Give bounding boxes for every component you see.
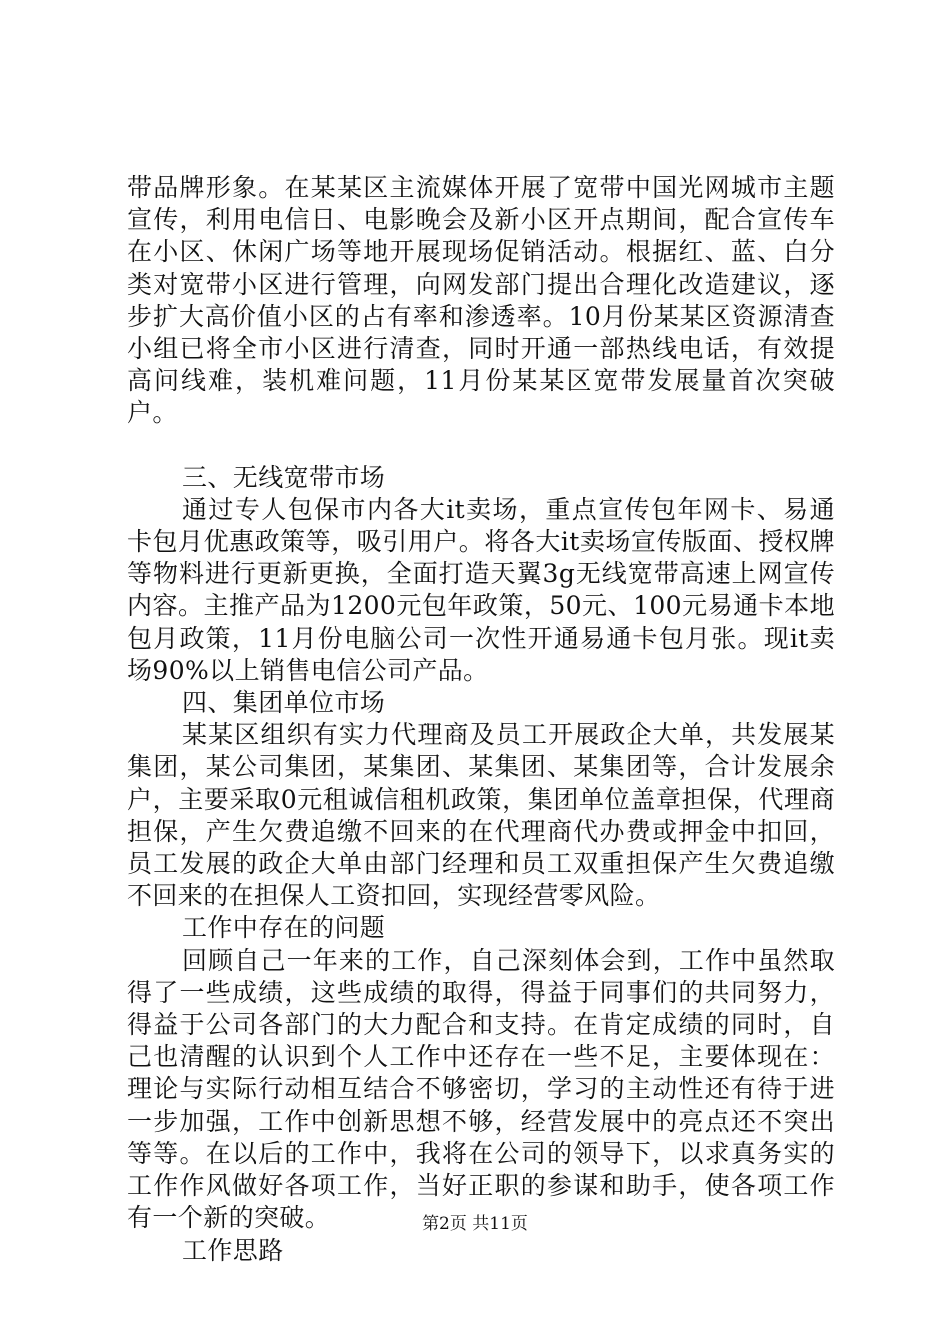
paragraph-group-market: 某某区组织有实力代理商及员工开展政企大单，共发展某集团，某公司集团，某集团、某集团、某集团等，合计发展余户，主要采取0元租诚信租机政策，集团单位盖章担保，代理商担保，产生欠费追缴不回来的在代理商代办费或押金中扣回，员工发展的政企大单由部门经理和员工双重担保产生欠费追缴不回来的在担保人工资扣回，实现经营零风险。: [127, 720, 835, 911]
page-number-footer: 第2页 共11页: [422, 1214, 528, 1234]
paragraph-problems: 回顾自己一年来的工作，自己深刻体会到，工作中虽然取得了一些成绩，这些成绩的取得，得益于同事们的共同努力，得益于公司各部门的大力配合和支持。在肯定成绩的同时，自己也清醒的认识到个人工作中还存在一些不足，主要体现在：理论与实际行动相互结合不够密切，学习的主动性还有待于进一步加强，工作中创新思想不够，经营发展中的亮点还不突出等等。在以后的工作中，我将在公司的领导下，以求真务实的工作作风做好各项工作，当好正职的参谋和助手，使各项工作有一个新的突破。: [127, 945, 835, 1233]
paragraph-wireless-market: 通过专人包保市内各大it卖场，重点宣传包年网卡、易通卡包月优惠政策等，吸引用户。将各大it卖场宣传版面、授权牌等物料进行更新更换，全面打造天翼3g无线宽带高速上网宣传内容。主推产品为1200元包年政策，50元、100元易通卡本地包月政策，11月份电脑公司一次性开通易通卡包月张。现it卖场90%以上销售电信公司产品。: [127, 494, 835, 685]
paragraph-spacer: [127, 430, 835, 462]
section-heading-problems: 工作中存在的问题: [182, 913, 386, 943]
section-heading-group: 四、集团单位市场: [182, 688, 386, 718]
section-heading-wireless: 三、无线宽带市场: [182, 462, 386, 492]
document-body: [127, 172, 835, 1267]
section-heading-ideas: 工作思路: [182, 1235, 284, 1265]
paragraph-broadband-brand: 带品牌形象。在某某区主流媒体开展了宽带中国光网城市主题宣传，利用电信日、电影晚会及新小区开点期间，配合宣传车在小区、休闲广场等地开展现场促销活动。根据红、蓝、白分类对宽带小区进行管理，向网发部门提出合理化改造建议，逐步扩大高价值小区的占有率和渗透率。10月份某某区资源清查小组已将全市小区进行清查，同时开通一部热线电话，有效提高问线难，装机难问题，11月份某某区宽带发展量首次突破户。: [127, 173, 835, 428]
